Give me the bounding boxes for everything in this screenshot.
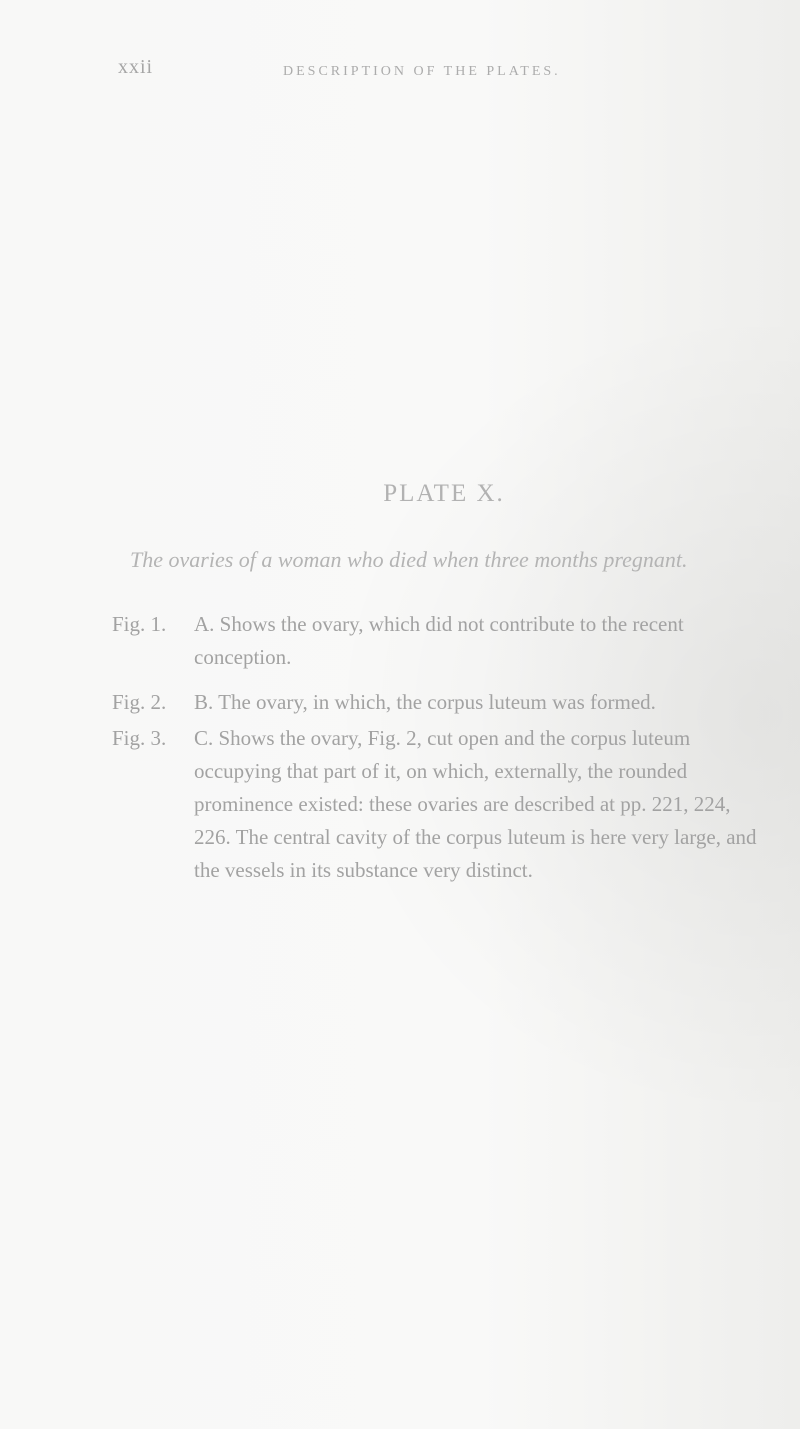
figure-label: Fig. 1.: [112, 612, 167, 636]
figure-label: Fig. 3.: [112, 726, 167, 750]
figure-text: B. The ovary, in which, the corpus luteum was formed.: [194, 690, 656, 714]
figure-text: C. Shows the ovary, Fig. 2, cut open and the corpus luteum occupying that part of it, on which, externally, the rounded prominence existed: these ovaries are described at pp. 221, 224, 226. The central cavity of the corpus luteum is here very large, and the vessels in its substance very distinct.: [194, 726, 757, 882]
plate-subtitle: The ovaries of a woman who died when three months pregnant.: [130, 547, 688, 572]
page-header: [118, 56, 638, 86]
figure-caption-3: [112, 722, 772, 887]
plate-title: PLATE X.: [383, 480, 505, 507]
figure-label: Fig. 2.: [112, 690, 167, 714]
figure-caption-2: [112, 686, 772, 719]
figure-caption-1: [112, 608, 772, 674]
running-head: DESCRIPTION OF THE PLATES.: [283, 64, 561, 79]
page-number: xxii: [118, 56, 154, 78]
figure-text: A. Shows the ovary, which did not contribute to the recent conception.: [194, 612, 684, 669]
